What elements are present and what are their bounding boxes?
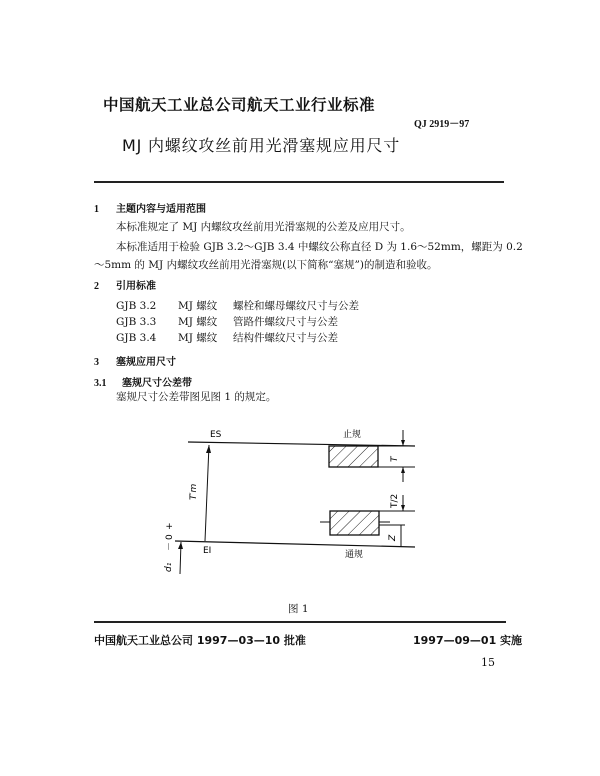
go-gauge-zone <box>330 511 379 535</box>
section-number: 2 <box>94 281 99 292</box>
issuing-organization: 中国航天工业总公司航天工业行业标准 <box>103 96 376 114</box>
t-label: T <box>390 456 400 462</box>
go-gauge-label: 通规 <box>345 550 364 560</box>
stop-gauge-label: 止规 <box>343 430 362 440</box>
effective-date: 1997—09—01 实施 <box>413 634 523 647</box>
reference-type: MJ 螺纹 <box>178 332 218 344</box>
figure-caption: 图 1 <box>288 603 309 615</box>
paragraph: 本标准规定了 MJ 内螺纹攻丝前用光滑塞规的公差及应用尺寸。 <box>116 221 411 233</box>
reference-type: MJ 螺纹 <box>178 316 218 328</box>
page-number: 15 <box>481 656 495 669</box>
tm-dimension-line <box>205 445 209 541</box>
section-number: 3.1 <box>94 378 107 389</box>
t-half-label: T/2 <box>390 493 400 508</box>
paragraph: ～5mm 的 MJ 内螺纹攻丝前用光滑塞规(以下简称“塞规”)的制造和验收。 <box>94 259 438 271</box>
stop-gauge-zone <box>329 446 378 467</box>
tm-label: T′m <box>189 483 199 500</box>
reference-code: GJB 3.3 <box>116 316 157 328</box>
footer-divider <box>94 621 506 623</box>
paragraph: 塞规尺寸公差带图见图 1 的规定。 <box>116 391 277 403</box>
standard-code: QJ 2919－97 <box>414 119 470 130</box>
reference-code: GJB 3.2 <box>116 300 157 312</box>
ei-label: EI <box>203 546 212 556</box>
zero-label: 0 <box>165 534 175 540</box>
section-title: 主题内容与适用范围 <box>116 204 206 215</box>
paragraph: 本标准适用于检验 GJB 3.2～GJB 3.4 中螺纹公称直径 D 为 1.6～52mm，螺距为 0.2 <box>116 241 523 253</box>
section-title: 引用标准 <box>116 281 156 292</box>
section-number: 1 <box>94 204 99 215</box>
reference-code: GJB 3.4 <box>116 332 157 344</box>
es-label: ES <box>210 430 222 440</box>
section-number: 3 <box>94 357 99 368</box>
minus-sign: － <box>165 541 175 551</box>
reference-title: 螺栓和螺母螺纹尺寸与公差 <box>233 300 359 312</box>
reference-title: 管路件螺纹尺寸与公差 <box>233 316 338 328</box>
d1-label: d₁ <box>164 562 174 572</box>
section-title: 塞规应用尺寸 <box>116 357 176 368</box>
section-title: 塞规尺寸公差带 <box>122 378 192 389</box>
reference-type: MJ 螺纹 <box>178 300 218 312</box>
document-title: MJ 内螺纹攻丝前用光滑塞规应用尺寸 <box>122 136 401 155</box>
z-label: Z <box>388 534 398 541</box>
plus-sign: + <box>165 522 175 530</box>
approval-date: 中国航天工业总公司 1997—03—10 批准 <box>94 634 306 647</box>
es-line <box>188 442 415 446</box>
reference-title: 结构件螺纹尺寸与公差 <box>233 332 338 344</box>
